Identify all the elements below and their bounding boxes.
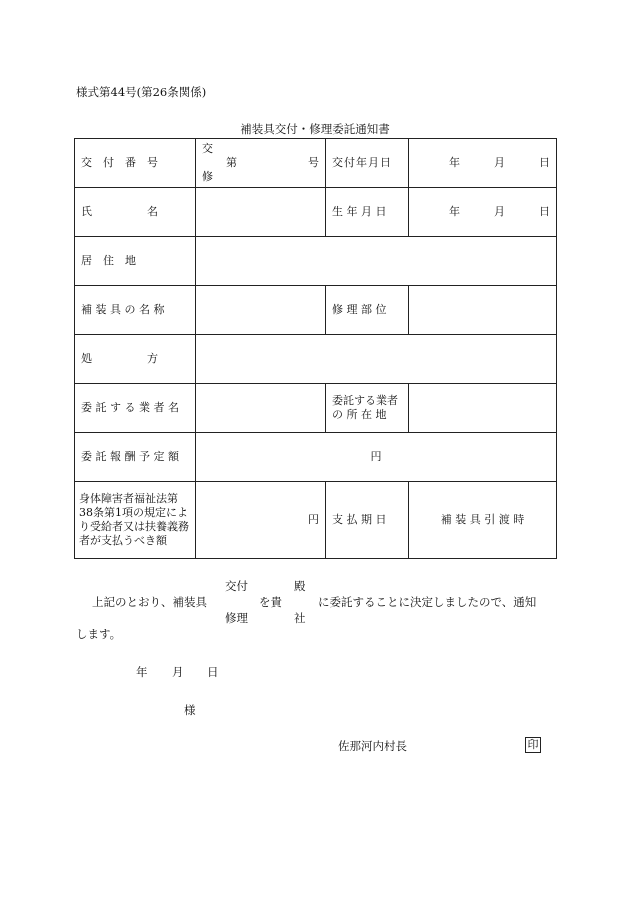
date-year-unit: 年 <box>449 156 460 169</box>
table-row <box>75 335 557 384</box>
address-label: 居 住 地 <box>75 237 196 286</box>
prescription-label: 処 方 <box>75 335 196 384</box>
form-number: 様式第44号(第26条関係) <box>76 85 207 99</box>
number-shuri: 修 <box>202 170 213 183</box>
table-row <box>75 139 557 188</box>
number-cell[interactable] <box>196 139 326 188</box>
table-row <box>75 482 557 559</box>
notice-text-part1: 上記のとおり、補装具 <box>92 595 207 609</box>
birth-day-unit: 日 <box>539 205 550 218</box>
notice-sha: 社 <box>294 611 306 625</box>
repair-label: 修 理 部 位 <box>326 286 409 335</box>
delivery-label: 補 装 具 引 渡 時 <box>409 482 557 559</box>
table-row <box>75 384 557 433</box>
contractor-value[interactable] <box>196 384 326 433</box>
payment-label: 支 払 期 日 <box>326 482 409 559</box>
date-year: 年 <box>136 665 148 679</box>
fee-unit: 円 <box>370 450 382 463</box>
notice-text-part3: に委託することに決定しましたので、通知 <box>318 595 537 609</box>
contractor-label: 委 託 す る 業 者 名 <box>75 384 196 433</box>
contractor-address-label-line1: 委託する業者 <box>332 394 398 407</box>
contractor-address-value[interactable] <box>409 384 557 433</box>
burden-label: 身体障害者福祉法第38条第1項の規定により受給者又は扶養義務者が支払うべき額 <box>75 482 196 559</box>
date-month: 月 <box>172 665 184 679</box>
number-dai: 第 <box>226 156 237 169</box>
notice-text-part2: を貴 <box>259 595 282 609</box>
birth-year-unit: 年 <box>449 205 460 218</box>
birth-label: 生 年 月 日 <box>326 188 409 237</box>
contractor-address-label <box>326 384 409 433</box>
number-label: 交 付 番 号 <box>75 139 196 188</box>
table-row <box>75 237 557 286</box>
seal-stamp: 印 <box>525 737 541 753</box>
device-label: 補 装 具 の 名 称 <box>75 286 196 335</box>
table-row <box>75 286 557 335</box>
notice-dono: 殿 <box>294 579 306 593</box>
date-day-unit: 日 <box>539 156 550 169</box>
notice-text-part4: します。 <box>76 627 122 641</box>
name-value[interactable] <box>196 188 326 237</box>
repair-value[interactable] <box>409 286 557 335</box>
prescription-value[interactable] <box>196 335 557 384</box>
fee-label: 委 託 報 酬 予 定 額 <box>75 433 196 482</box>
name-label: 氏 名 <box>75 188 196 237</box>
date-label: 交付年月日 <box>326 139 409 188</box>
contractor-address-label-line2: の 所 在 地 <box>332 408 387 421</box>
sender-name: 佐那河内村長 <box>338 739 407 753</box>
form-table <box>74 138 557 559</box>
number-kofu: 交 <box>202 142 213 155</box>
burden-unit: 円 <box>308 513 319 526</box>
table-row <box>75 188 557 237</box>
birth-value[interactable] <box>409 188 557 237</box>
birth-month-unit: 月 <box>494 205 505 218</box>
device-value[interactable] <box>196 286 326 335</box>
address-value[interactable] <box>196 237 557 286</box>
date-value[interactable] <box>409 139 557 188</box>
date-day: 日 <box>207 665 219 679</box>
date-month-unit: 月 <box>494 156 505 169</box>
document-title: 補装具交付・修理委託通知書 <box>240 122 390 136</box>
number-go: 号 <box>308 156 319 169</box>
burden-value[interactable] <box>196 482 326 559</box>
notice-kofu: 交付 <box>225 579 248 593</box>
fee-value[interactable] <box>196 433 557 482</box>
notice-shuri: 修理 <box>225 611 248 625</box>
table-row <box>75 433 557 482</box>
addressee-sama: 様 <box>184 703 196 717</box>
